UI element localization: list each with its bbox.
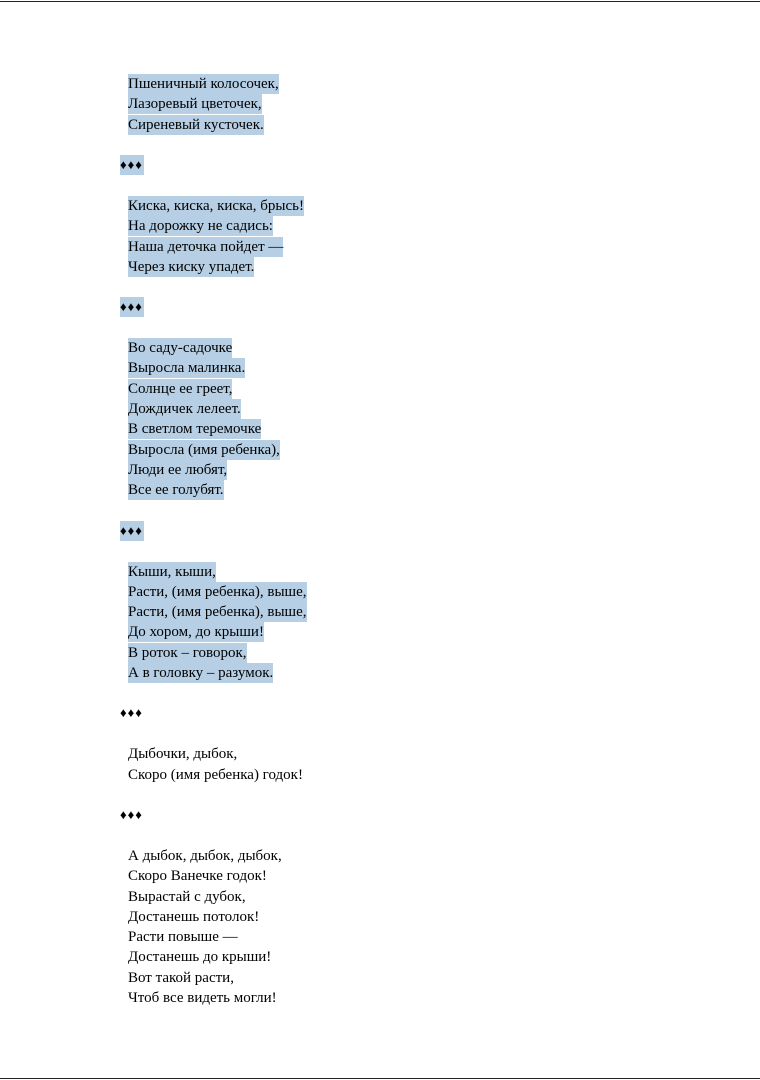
poem-line: Выросла (имя ребенка), — [128, 441, 280, 458]
poem-line: А в головку – разумок. — [128, 665, 274, 681]
poem-line: Выросла малинка. — [128, 360, 246, 377]
poem-line: Расти, (имя ребенка), выше, — [128, 583, 307, 600]
stanza-separator: ♦♦♦ — [120, 705, 143, 721]
poem-line: Лазоревый цветочек, — [128, 96, 262, 113]
poem-line: Все ее голубят. — [128, 482, 224, 499]
poem-line: В светлом теремочке — [128, 421, 262, 438]
poem-line: Сиреневый кусточек. — [128, 116, 264, 133]
poem-line: Во саду-садочке — [128, 340, 233, 357]
stanza-separator: ♦♦♦ — [120, 155, 144, 175]
poem-line: Дыбочки, дыбок, — [128, 746, 238, 763]
poem-line: До хором, до крыши! — [128, 624, 264, 641]
stanza-separator: ♦♦♦ — [120, 806, 143, 822]
poem-line: Дождичек лелеет. — [128, 401, 241, 417]
stanza-separator: ♦♦♦ — [120, 297, 144, 317]
poem-line: На дорожку не садись: — [128, 218, 273, 235]
poem-line: В роток – говорок, — [128, 644, 247, 661]
poem-line: Кыши, кыши, — [128, 563, 216, 580]
poem-line: Через киску упадет. — [128, 258, 255, 275]
poem-line: Скоро (имя ребенка) годок! — [128, 766, 303, 783]
poem-line: Вот такой расти, — [128, 969, 234, 986]
page-bottom-rule — [0, 1078, 760, 1079]
poem-line: Скоро Ванечке годок! — [128, 868, 267, 885]
poem-line: Вырастай с дубок, — [128, 888, 246, 905]
poem-line: Наша деточка пойдет — — [128, 238, 284, 255]
poem-line: Чтоб все видеть могли! — [128, 990, 277, 1006]
poem-line: Расти, (имя ребенка), выше, — [128, 604, 307, 621]
poem-line: Достанешь до крыши! — [128, 949, 272, 966]
poem-line: Киска, киска, киска, брысь! — [128, 197, 304, 214]
poem-line: Пшеничный колосочек, — [128, 76, 279, 92]
poem-line: Солнце ее греет, — [128, 380, 233, 397]
stanza-separator: ♦♦♦ — [120, 521, 144, 541]
poem-line: Люди ее любят, — [128, 461, 228, 478]
poem-line: Достанешь потолок! — [128, 908, 260, 925]
poem-line: А дыбок, дыбок, дыбок, — [128, 847, 282, 864]
poem-line: Расти повыше — — [128, 929, 238, 946]
